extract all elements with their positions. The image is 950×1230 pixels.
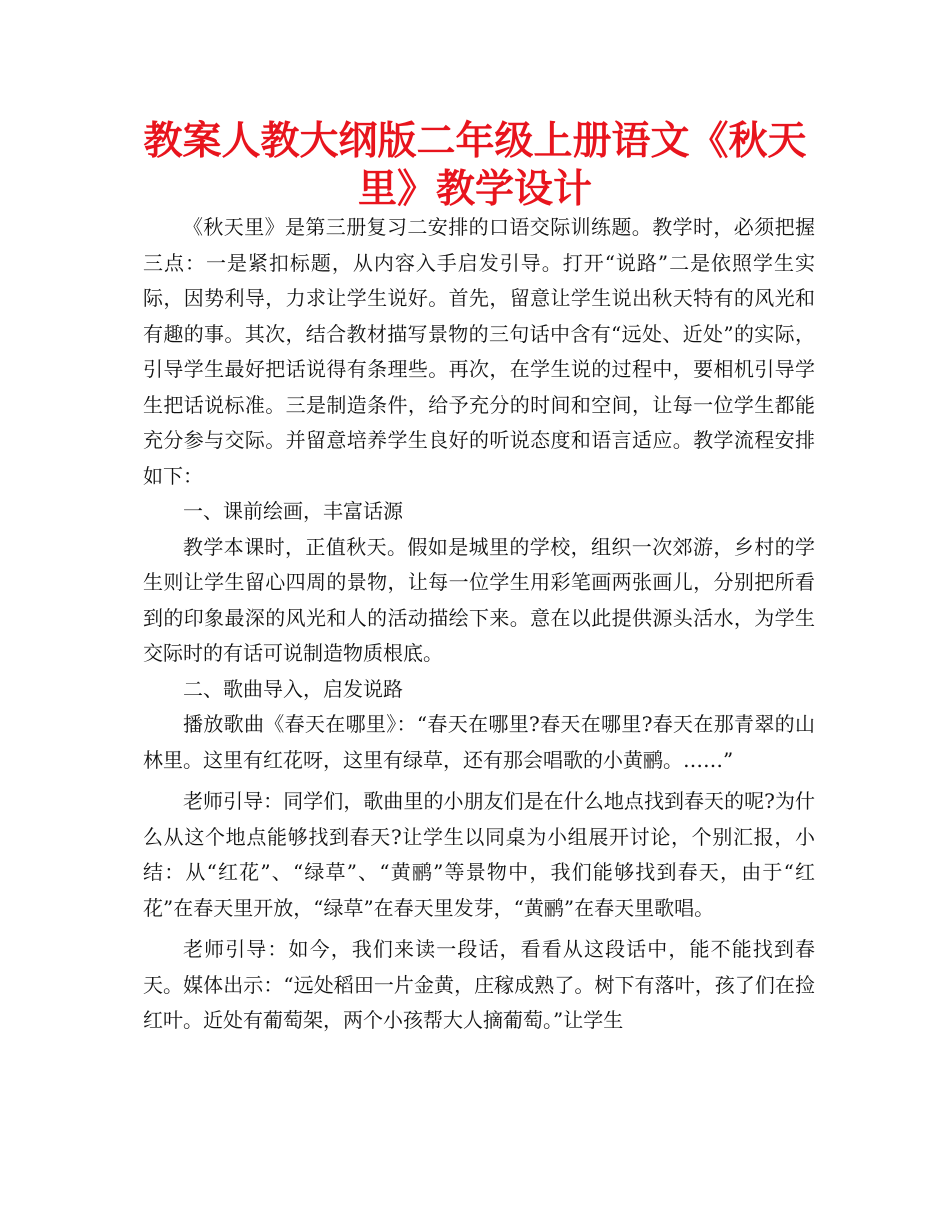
- document-title: 教案人教大纲版二年级上册语文《秋天里》教学设计: [143, 119, 807, 212]
- paragraph-teacher-guide-1: 老师引导：同学们，歌曲里的小朋友们是在什么地点找到春天的呢?为什么从这个地点能够找到春天?让学生以同桌为小组展开讨论，个别汇报，小结：从“红花”、“绿草”、“黄鹂”等景物中，我们能够找到春天，由于“红花”在春天里开放，“绿草”在春天里发芽，“黄鹂”在春天里歌唱。: [143, 789, 815, 920]
- paragraph-section-1: 教学本课时，正值秋天。假如是城里的学校，组织一次郊游，乡村的学生则让学生留心四周的景物，让每一位学生用彩笔画两张画儿，分别把所看到的印象最深的风光和人的活动描绘下来。意在以此提供源头活水，为学生交际时的有话可说制造物质根底。: [143, 534, 815, 665]
- section-heading-2: 二、歌曲导入，启发说路: [183, 676, 403, 701]
- paragraph-song: 播放歌曲《春天在哪里》：“春天在哪里?春天在哪里?春天在那青翠的山林里。这里有红花呀，这里有绿草，还有那会唱歌的小黄鹂。……”: [143, 712, 815, 772]
- paragraph-intro: 《秋天里》是第三册复习二安排的口语交际训练题。教学时，必须把握三点：一是紧扣标题，从内容入手启发引导。打开“说路”二是依照学生实际，因势利导，力求让学生说好。首先，留意让学生说出秋天特有的风光和有趣的事。其次，结合教材描写景物的三句话中含有“远处、近处”的实际，引导学生最好把话说得有条理些。再次，在学生说的过程中，要相机引导学生把话说标准。三是制造条件，给予充分的时间和空间，让每一位学生都能充分参与交际。并留意培养学生良好的听说态度和语言适应。教学流程安排如下：: [143, 215, 815, 488]
- paragraph-teacher-guide-2: 老师引导：如今，我们来读一段话，看看从这段话中，能不能找到春天。媒体出示：“远处稻田一片金黄，庄稼成熟了。树下有落叶，孩了们在捡红叶。近处有葡萄架，两个小孩帮大人摘葡萄。”让学生: [143, 937, 815, 1032]
- document-body: [143, 210, 815, 1039]
- section-heading-1: 一、课前绘画，丰富话源: [183, 499, 403, 523]
